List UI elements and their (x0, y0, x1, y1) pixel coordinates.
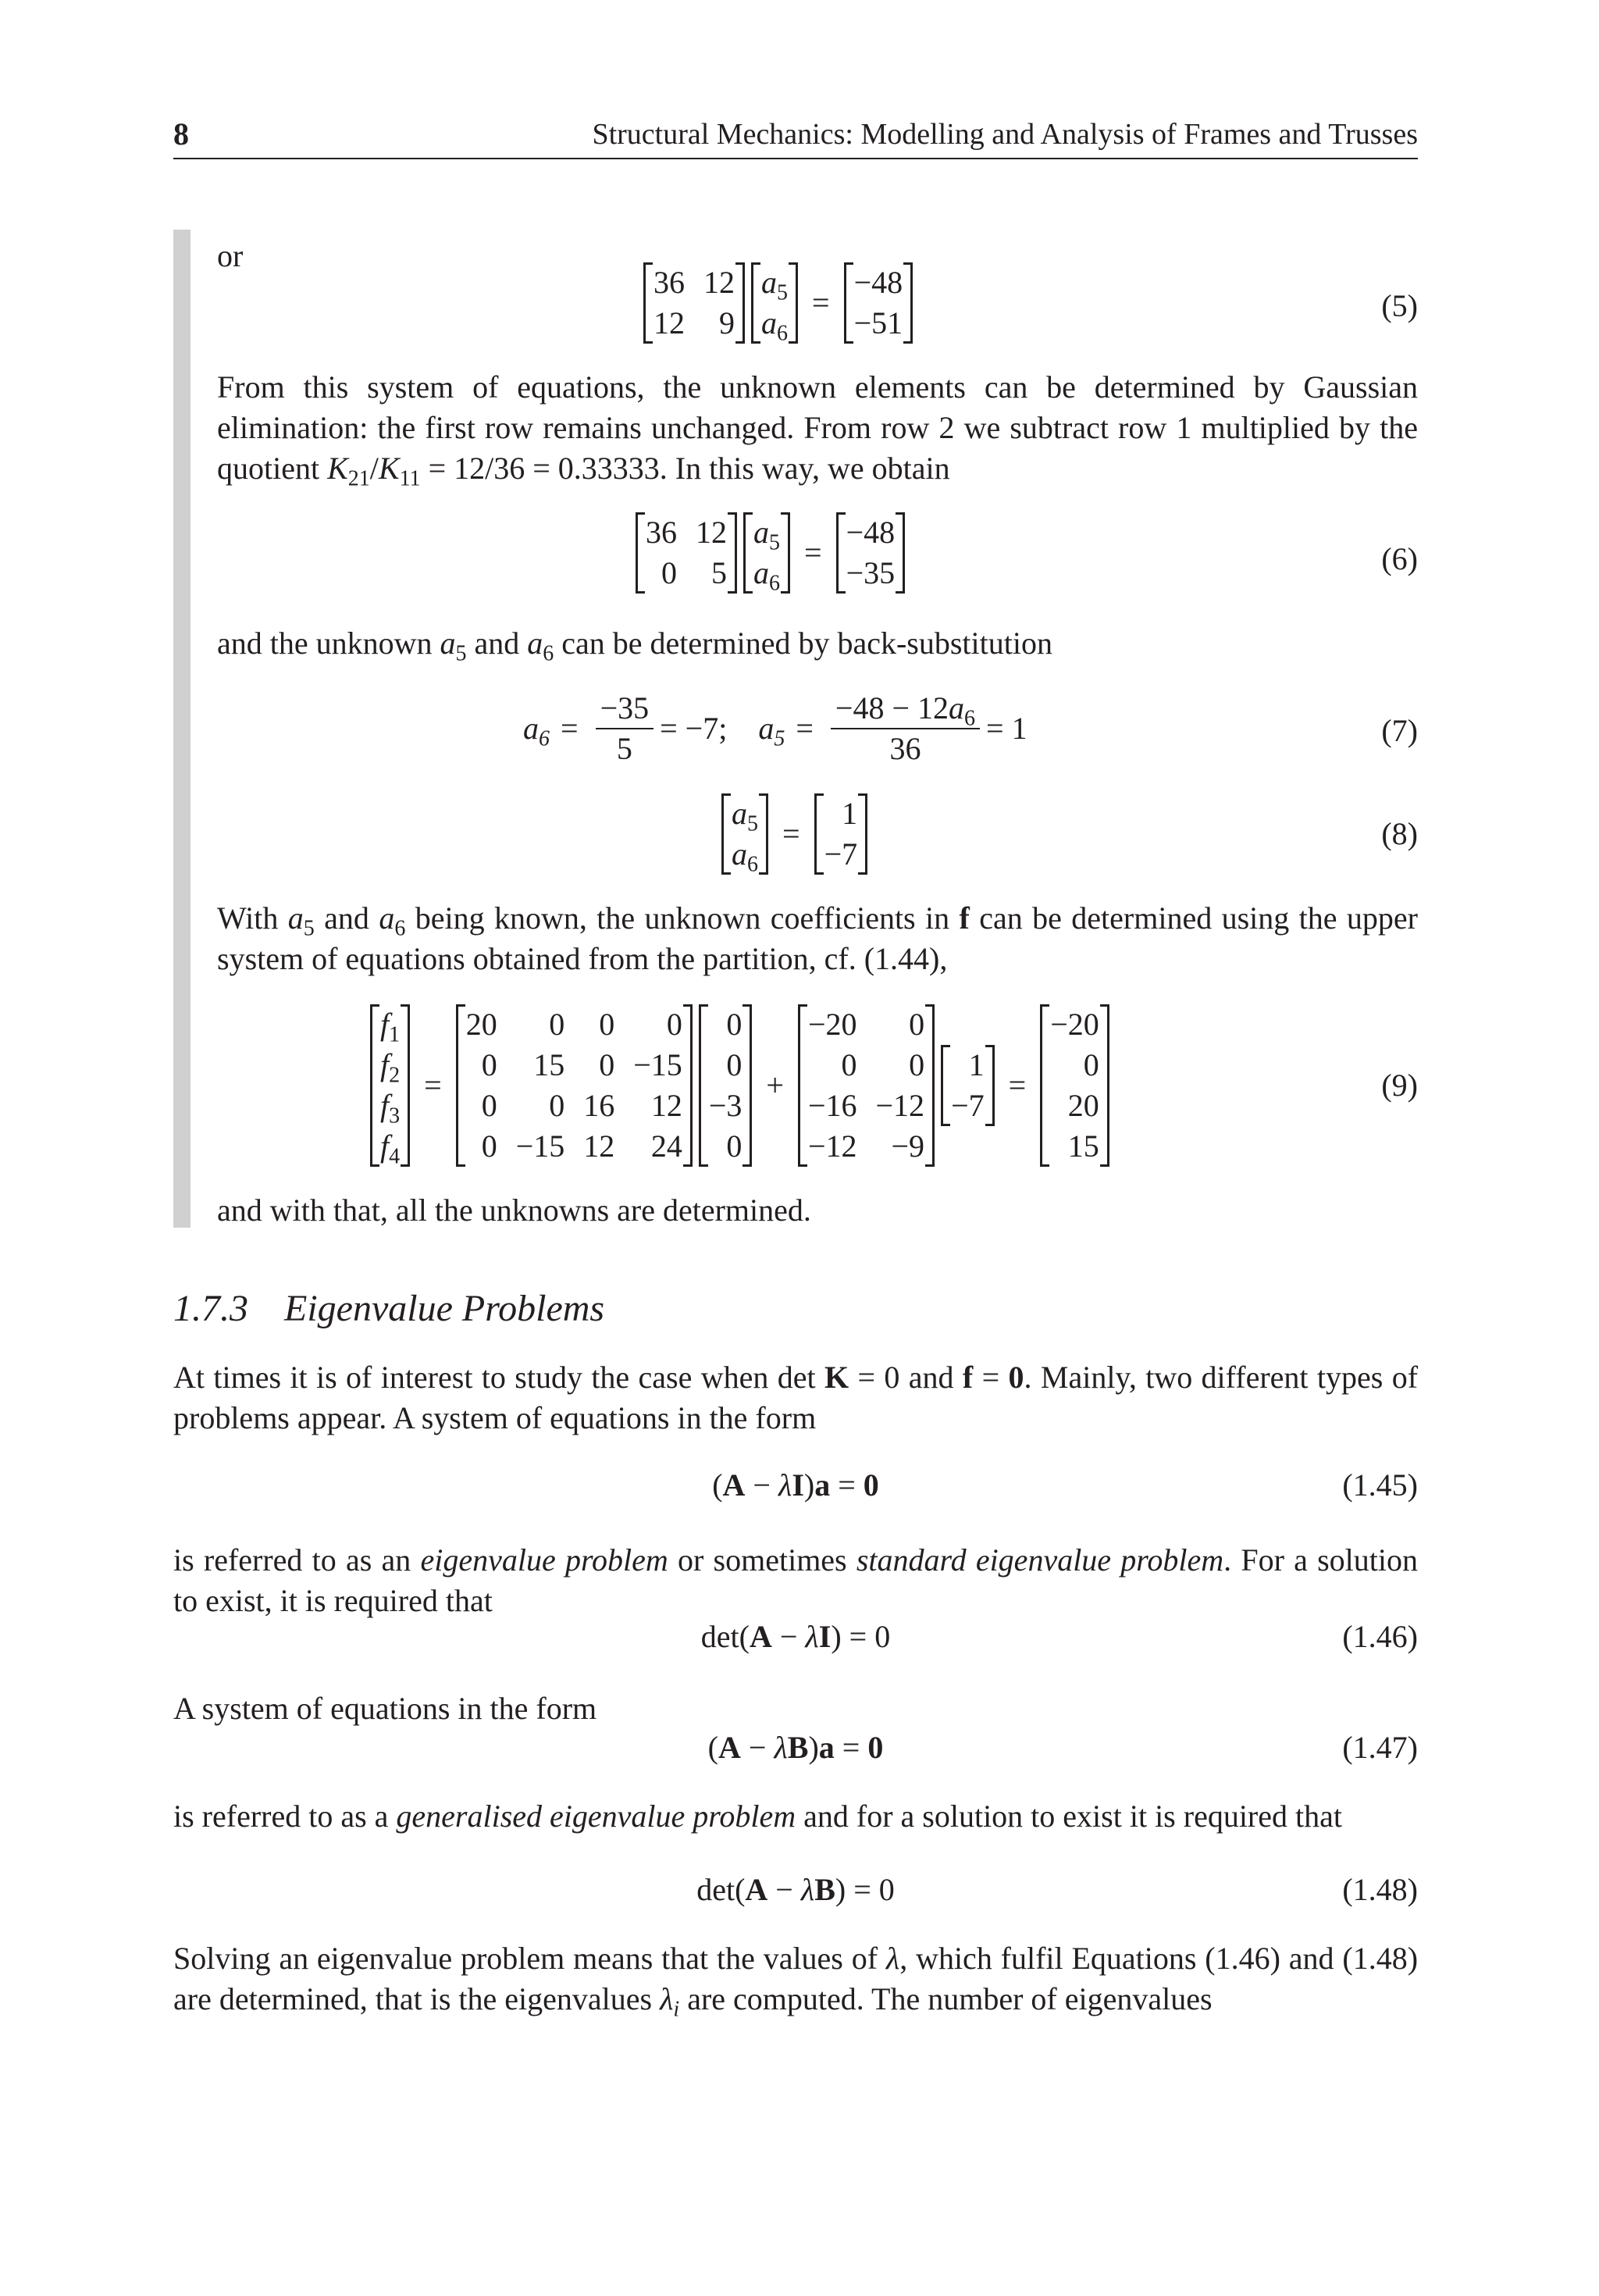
matrix-entry: −15 (515, 1128, 565, 1164)
equation-number-8: (8) (1381, 816, 1418, 851)
vector-a56 (743, 512, 790, 594)
matrix-entry: 12 (653, 305, 685, 340)
equation-number-9: (9) (1381, 1068, 1418, 1103)
running-title: Structural Mechanics: Modelling and Analysis of Frames and Trusses (592, 118, 1418, 151)
matrix-entry: −20 (807, 1007, 857, 1042)
vector-rhs-5 (844, 262, 913, 344)
equation-6: 36 12 0 5 $a_5$ $a_6$ = −48 −35 (632, 512, 908, 594)
matrix-entry: 15 (1067, 1128, 1099, 1164)
vector-f (370, 1004, 410, 1167)
matrix-entry: 0 (549, 1007, 565, 1042)
paragraph-partition: With $a_5$ and $a_6$ being known, the unknown coefficients in f can be determined using the upper system of equations obtained from the partition, cf. (1.44), (217, 900, 1419, 976)
matrix-entry: $a_6$ (761, 305, 788, 346)
vector-result (1040, 1004, 1109, 1167)
equation-5: 36 12 12 9 $a_5$ $a_6$ = −48 −51 (640, 262, 916, 344)
vector-a56 (751, 262, 798, 344)
matrix-entry: $f_4$ (380, 1128, 401, 1169)
matrix-entry: 1 (842, 796, 858, 831)
equation-1-48: det(A − λB) = 0 (696, 1872, 895, 1907)
matrix-entry: 0 (661, 555, 677, 590)
example-sidebar-bar (173, 230, 191, 1228)
matrix-entry: $a_5$ (761, 265, 788, 305)
matrix-entry: 0 (1083, 1047, 1099, 1082)
equation-8: $a_5$ $a_6$ = 1 −7 (718, 793, 871, 875)
matrix-entry: 9 (719, 305, 735, 340)
vector-a56-values (814, 793, 868, 875)
matrix-k-upper (456, 1004, 693, 1167)
matrix-entry: $a_5$ (732, 796, 758, 836)
paragraph-standard-eigen: is referred to as an eigenvalue problem or sometimes standard eigenvalue problem. For a solution to exist, it is required that (173, 1542, 1418, 1618)
matrix-entry: 20 (1067, 1088, 1099, 1123)
matrix-entry: 12 (703, 265, 735, 300)
matrix-entry: $a_6$ (753, 555, 780, 596)
matrix-entry: 0 (599, 1007, 615, 1042)
header-rule (173, 158, 1418, 159)
matrix-entry: 0 (666, 1007, 682, 1042)
equation-number-1-46: (1.46) (1342, 1619, 1418, 1654)
matrix-entry: 0 (726, 1007, 743, 1042)
matrix-entry: 36 (646, 515, 677, 550)
paragraph-eigen-intro: At times it is of interest to study the case when det K = 0 and f = 0. Mainly, two different types of problems appear. A system of equations in the form (173, 1360, 1419, 1435)
equation-number-5: (5) (1381, 288, 1418, 323)
paragraph-system-form: A system of equations in the form (173, 1691, 597, 1726)
matrix-entry: $f_2$ (380, 1047, 401, 1088)
equation-9: $f_1$ $f_2$ $f_3$ $f_4$ = 20 0 0 0 0 15 0 −15 0 0 16 12 0 −15 12 24 0 0 −3 0 + −20 0 0 0 −16 −12 −12 −9 1 −7 = −20 0 20 15 (367, 1004, 1113, 1167)
matrix-entry: −3 (708, 1088, 743, 1123)
paragraph-solving: Solving an eigenvalue problem means that the values of λ, which fulfil Equations (1.46) and (1.48) are determined, that is the eigenvalues $\lambda_i$ are computed. The number of eigenvalues (173, 1941, 1419, 2022)
equation-number-1-47: (1.47) (1342, 1730, 1418, 1765)
matrix-entry: $f_1$ (380, 1007, 401, 1047)
equation-number-7: (7) (1381, 713, 1418, 748)
matrix-entry: −15 (633, 1047, 682, 1082)
matrix-entry: 0 (726, 1047, 743, 1082)
paragraph-conclusion: and with that, all the unknowns are determined. (217, 1193, 811, 1228)
or-text: or (217, 238, 244, 273)
matrix-entry: $f_3$ (380, 1088, 401, 1128)
matrix-entry: −7 (824, 836, 858, 872)
vector-a56 (721, 793, 768, 875)
matrix-entry: 0 (549, 1088, 565, 1123)
equation-7: $a_6$ = $\frac{-35}{5}$ = −7; $a_5$ = $\frac{-48 - 12a_6}{36}$ = 1 (523, 690, 1027, 766)
matrix-entry: $a_6$ (732, 836, 758, 877)
paragraph-back-substitution: and the unknown $a_5$ and $a_6$ can be determined by back-substitution (217, 626, 1052, 666)
matrix-entry: −51 (853, 305, 903, 340)
matrix-entry: 0 (909, 1007, 925, 1042)
equation-number-1-48: (1.48) (1342, 1872, 1418, 1907)
matrix-entry: 0 (726, 1128, 743, 1164)
matrix-entry: 12 (696, 515, 727, 550)
equation-1-46: det(A − λI) = 0 (700, 1619, 891, 1654)
section-heading: 1.7.3 Eigenvalue Problems (173, 1288, 605, 1329)
equation-1-45: (A − λI)a = 0 (712, 1467, 879, 1503)
matrix-entry: −12 (807, 1128, 857, 1164)
matrix-entry: 12 (583, 1128, 615, 1164)
matrix-entry: −12 (875, 1088, 925, 1123)
matrix-k-reduced (643, 262, 745, 344)
matrix-entry: 0 (481, 1128, 497, 1164)
matrix-entry: 0 (841, 1047, 857, 1082)
matrix-entry: 0 (481, 1047, 497, 1082)
matrix-entry: 0 (481, 1088, 497, 1123)
matrix-entry: 15 (533, 1047, 565, 1082)
vector-a56-values (941, 1045, 995, 1126)
matrix-entry: 1 (968, 1047, 985, 1082)
equation-1-47: (A − λB)a = 0 (707, 1730, 884, 1765)
equation-number-6: (6) (1381, 541, 1418, 576)
matrix-entry: 24 (650, 1128, 682, 1164)
matrix-entry: 0 (599, 1047, 615, 1082)
vector-a-known (699, 1004, 753, 1167)
matrix-upper-triangular (636, 512, 737, 594)
equation-number-1-45: (1.45) (1342, 1467, 1418, 1503)
matrix-entry: $a_5$ (753, 515, 780, 555)
matrix-entry: −20 (1050, 1007, 1099, 1042)
matrix-entry: −48 (853, 265, 903, 300)
matrix-entry: −35 (846, 555, 896, 590)
matrix-entry: −7 (951, 1088, 985, 1123)
paragraph-gaussian: From this system of equations, the unknown elements can be determined by Gaussian elimination: the first row remains unchanged. From row 2 we subtract row 1 multiplied by the quotient $K_{21}/K_{11} = 12/36 = 0.33333$. In this way, we obtain (217, 369, 1418, 491)
matrix-entry: 36 (653, 265, 685, 300)
matrix-entry: −48 (846, 515, 896, 550)
matrix-k-coupling (798, 1004, 935, 1167)
matrix-entry: −16 (807, 1088, 857, 1123)
vector-rhs-6 (836, 512, 906, 594)
matrix-entry: −9 (891, 1128, 925, 1164)
page-number: 8 (173, 116, 189, 152)
matrix-entry: 0 (909, 1047, 925, 1082)
matrix-entry: 20 (465, 1007, 497, 1042)
matrix-entry: 12 (650, 1088, 682, 1123)
matrix-entry: 16 (583, 1088, 615, 1123)
paragraph-generalised-eigen: is referred to as a generalised eigenvalue problem and for a solution to exist it is required that (173, 1799, 1342, 1834)
matrix-entry: 5 (711, 555, 727, 590)
